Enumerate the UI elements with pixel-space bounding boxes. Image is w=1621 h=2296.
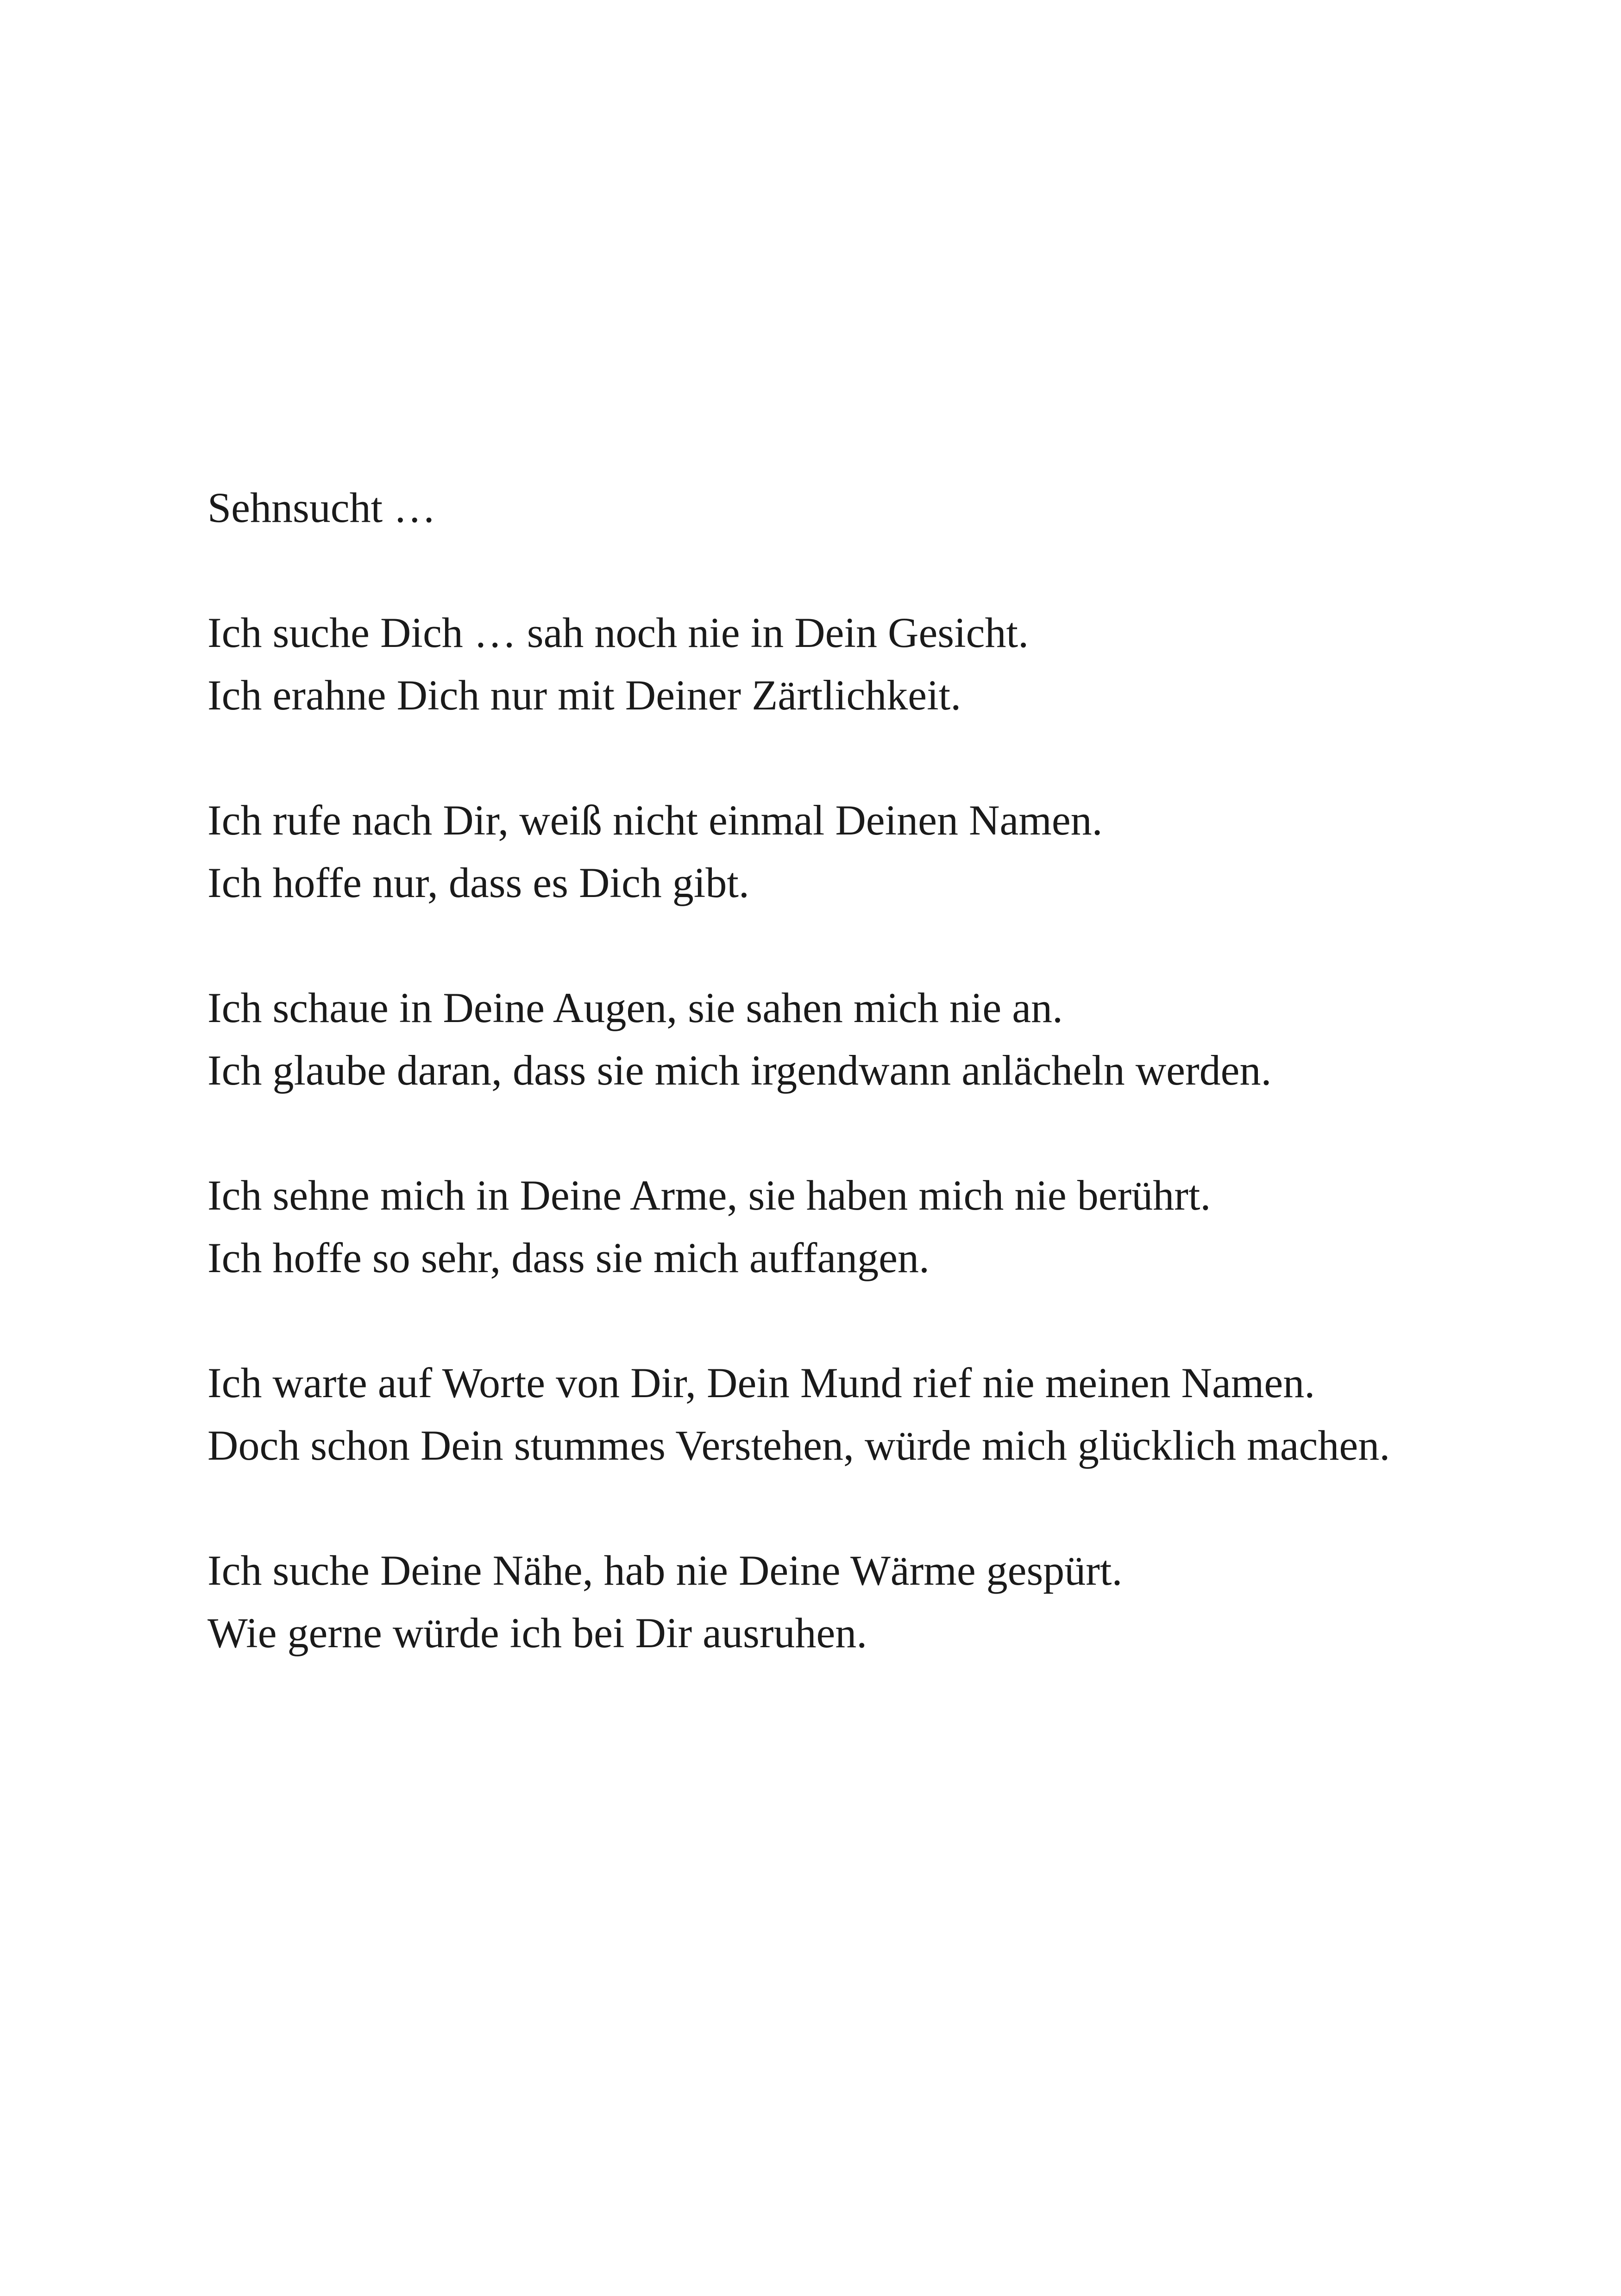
poem-line: Ich schaue in Deine Augen, sie sahen mich nie an.: [207, 984, 1063, 1031]
stanza: [207, 1352, 1578, 1477]
poem-line: Ich hoffe nur, dass es Dich gibt.: [207, 859, 749, 906]
stanza: [207, 1164, 1578, 1289]
poem-title: Sehnsucht …: [207, 484, 436, 531]
poem-line: Ich sehne mich in Deine Arme, sie haben mich nie berührt.: [207, 1172, 1211, 1219]
poem-line: Ich rufe nach Dir, weiß nicht einmal Deinen Namen.: [207, 797, 1103, 844]
poem-line: Ich hoffe so sehr, dass sie mich auffangen.: [207, 1234, 930, 1281]
stanza: [207, 789, 1578, 914]
poem-line: Ich glaube daran, dass sie mich irgendwann anlächeln werden.: [207, 1047, 1272, 1094]
poem-line: Ich erahne Dich nur mit Deiner Zärtlichkeit.: [207, 671, 961, 719]
poem-line: Wie gerne würde ich bei Dir ausruhen.: [207, 1609, 867, 1656]
stanza: [207, 602, 1578, 727]
poem-line: Doch schon Dein stummes Verstehen, würde mich glücklich machen.: [207, 1422, 1390, 1469]
stanza: [207, 977, 1578, 1102]
poem-line: Ich suche Dich … sah noch nie in Dein Gesicht.: [207, 609, 1029, 656]
poem-line: Ich suche Deine Nähe, hab nie Deine Wärme gespürt.: [207, 1547, 1123, 1594]
poem-line: Ich warte auf Worte von Dir, Dein Mund rief nie meinen Namen.: [207, 1359, 1315, 1406]
poem: [207, 477, 1578, 1664]
stanza: [207, 1539, 1578, 1664]
